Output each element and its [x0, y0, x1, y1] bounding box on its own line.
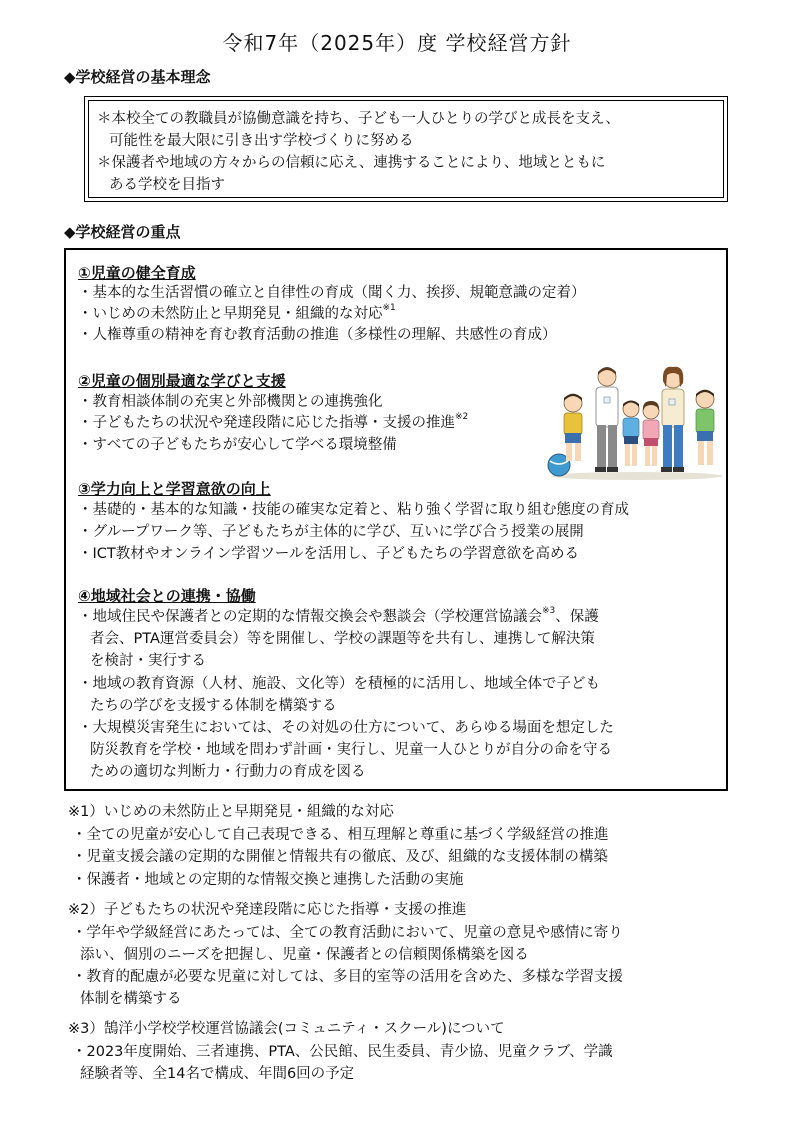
focus-section-1-title: ①児童の健全育成 [78, 264, 196, 282]
focus-line: ・子どもたちの状況や発達段階に応じた指導・支援の推進$^{※2}$ [78, 412, 469, 431]
basic-line: ＊保護者や地域の方々からの信頼に応え、連携することにより、地域とともに [97, 155, 606, 171]
note-line: ・全ての児童が安心して自己表現できる、相互理解と尊重に基づく学級経営の推進 [72, 827, 609, 843]
note-1-title: ※1）いじめの未然防止と早期発見・組織的な対応 [68, 804, 394, 820]
focus-line: ・基礎的・基本的な知識・技能の確実な定着と、粘り強く学習に取り組む態度の育成 [78, 502, 629, 518]
basic-heading: ◆学校経営の基本理念 [64, 68, 211, 86]
note-line: ・学年や学級経営にあたっては、全ての教育活動において、児童の意見や感情に寄り [72, 925, 623, 941]
focus-line: 防災教育を学校・地域を問わず計画・実行し、児童一人ひとりが自分の命を守る [90, 742, 612, 758]
focus-line: 者会、PTA運営委員会）等を開催し、学校の課題等を共有し、連携して解決策 [90, 631, 595, 647]
basic-line: 可能性を最大限に引き出す学校づくりに努める [109, 133, 414, 149]
note-3-title: ※3）鵠洋小学校学校運営協議会(コミュニティ・スクール)について [68, 1021, 505, 1037]
focus-line: を検討・実行する [90, 653, 206, 669]
focus-line: ・大規模災害発生においては、その対処の仕方について、あらゆる場面を想定した [78, 720, 614, 736]
note-line: 添い、個別のニーズを把握し、児童・保護者との信頼関係構築を図る [80, 947, 529, 963]
focus-line: ・グループワーク等、子どもたちが主体的に学び、互いに学び合う授業の展開 [78, 524, 584, 540]
focus-line: ・すべての子どもたちが安心して学べる環境整備 [78, 437, 397, 453]
note-line: ・教育的配慮が必要な児童に対しては、多目的室等の活用を含めた、多様な学習支援 [72, 969, 623, 985]
basic-line: ある学校を目指す [109, 177, 225, 193]
focus-line: ・ICT教材やオンライン学習ツールを活用し、子どもたちの学習意欲を高める [78, 546, 580, 562]
basic-line: ＊本校全ての教職員が協働意識を持ち、子ども一人ひとりの学びと成長を支え、 [97, 111, 620, 127]
note-line: ・保護者・地域との定期的な情報交換と連携した活動の実施 [72, 872, 464, 888]
focus-line: ・教育相談体制の充実と外部機関との連携強化 [78, 394, 383, 410]
focus-section-2-title: ②児童の個別最適な学びと支援 [78, 372, 286, 390]
focus-section-4-title: ④地域社会との連携・協働 [78, 587, 256, 605]
focus-heading: ◆学校経営の重点 [64, 223, 181, 241]
focus-line: ・人権尊重の精神を育む教育活動の推進（多様性の理解、共感性の育成） [78, 327, 557, 343]
focus-box [64, 248, 728, 791]
focus-line: ・地域住民や保護者との定期的な情報交換会や懇談会（学校運営協議会$^{※3}$、保護 [78, 606, 599, 625]
note-ref-2: ※2 [455, 412, 469, 422]
note-line: 体制を構築する [80, 991, 182, 1007]
teachers-and-children-illustration [545, 363, 725, 481]
note-line: 経験者等、全14名で構成、年間6回の予定 [80, 1066, 355, 1082]
focus-section-3-title: ③学力向上と学習意欲の向上 [78, 480, 271, 498]
focus-line: たちの学びを支援する体制を構築する [90, 698, 337, 714]
page-title: 令和7年（2025年）度 学校経営方針 [222, 31, 572, 55]
focus-line: ・基本的な生活習慣の確立と自律性の育成（聞く力、挨拶、規範意識の定着） [78, 285, 586, 301]
basic-philosophy-box [84, 96, 728, 202]
focus-line: ための適切な判断力・行動力の育成を図る [90, 764, 366, 780]
note-ref-3: ※3 [542, 606, 556, 616]
note-2-title: ※2）子どもたちの状況や発達段階に応じた指導・支援の推進 [68, 902, 467, 918]
note-line: ・2023年度開始、三者連携、PTA、公民館、民生委員、青少協、児童クラブ、学識 [72, 1044, 613, 1060]
focus-line: ・いじめの未然防止と早期発見・組織的な対応$^{※1}$ [78, 303, 396, 322]
focus-line: ・地域の教育資源（人材、施設、文化等）を積極的に活用し、地域全体で子ども [78, 676, 600, 692]
note-ref-1: ※1 [382, 303, 396, 313]
note-line: ・児童支援会議の定期的な開催と情報共有の徹底、及び、組織的な支援体制の構築 [72, 849, 608, 865]
